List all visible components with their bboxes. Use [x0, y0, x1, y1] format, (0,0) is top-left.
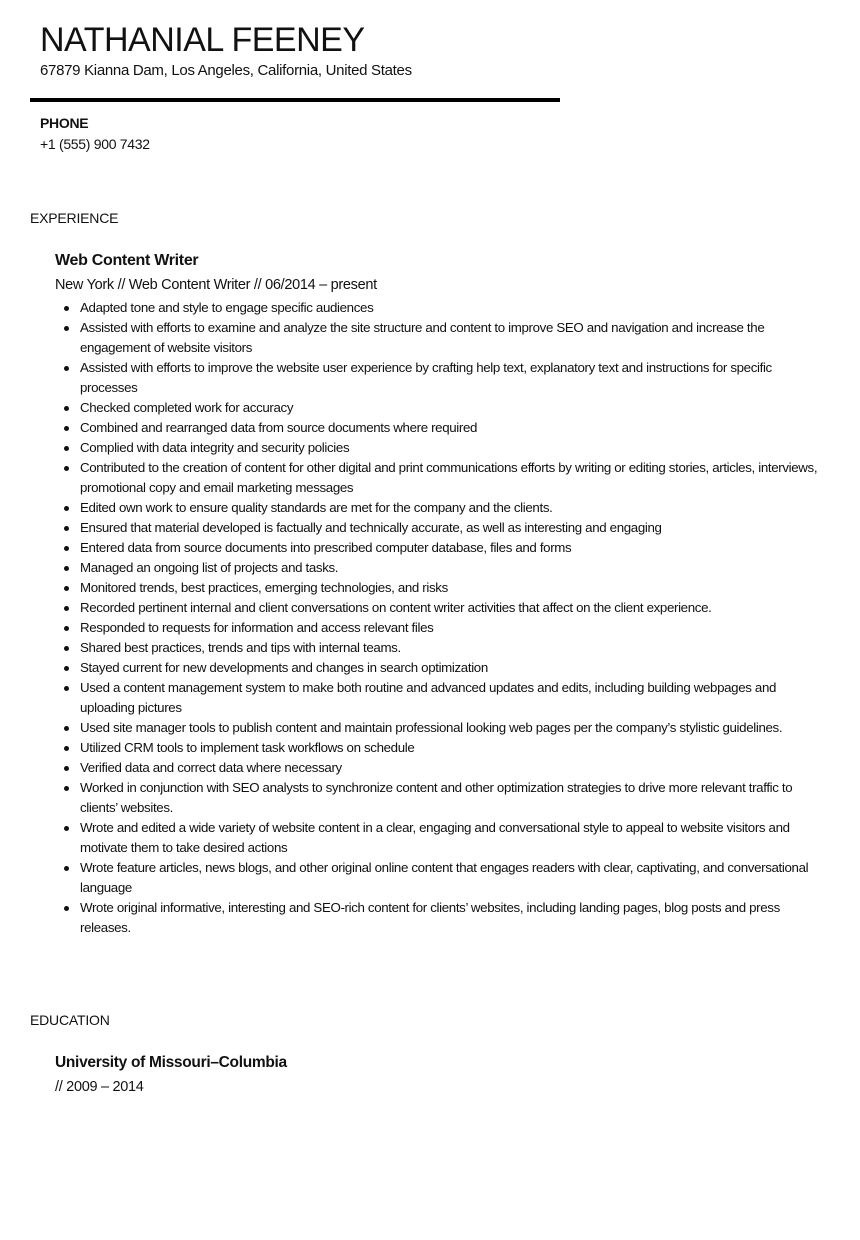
experience-bullet: Wrote feature articles, news blogs, and other original online content that engages readers with clear, captivating, and conversational language — [80, 858, 825, 898]
header-divider — [30, 98, 560, 102]
job-title: Web Content Writer — [55, 252, 199, 269]
experience-bullet: Edited own work to ensure quality standards are met for the company and the clients. — [80, 498, 825, 518]
experience-bullet: Wrote original informative, interesting and SEO-rich content for clients’ websites, including landing pages, blog posts and press releases. — [80, 898, 825, 938]
experience-bullet: Checked completed work for accuracy — [80, 398, 825, 418]
school-name: University of Missouri–Columbia — [55, 1054, 287, 1071]
experience-bullet: Contributed to the creation of content for other digital and print communications efforts by writing or editing stories, articles, interviews, promotional copy and email marketing messages — [80, 458, 825, 498]
experience-bullet: Verified data and correct data where necessary — [80, 758, 825, 778]
experience-bullet: Ensured that material developed is factually and technically accurate, as well as interesting and engaging — [80, 518, 825, 538]
phone-value: +1 (555) 900 7432 — [40, 136, 150, 152]
experience-bullet: Used site manager tools to publish content and maintain professional looking web pages per the company’s stylistic guidelines. — [80, 718, 825, 738]
experience-bullet: Managed an ongoing list of projects and tasks. — [80, 558, 825, 578]
experience-bullet: Monitored trends, best practices, emerging technologies, and risks — [80, 578, 825, 598]
experience-bullet: Adapted tone and style to engage specific audiences — [80, 298, 825, 318]
experience-bullet: Worked in conjunction with SEO analysts to synchronize content and other optimization strategies to drive more relevant traffic to clients’ websites. — [80, 778, 825, 818]
experience-bullet: Assisted with efforts to examine and analyze the site structure and content to improve SEO and navigation and increase the engagement of website visitors — [80, 318, 825, 358]
experience-bullet: Stayed current for new developments and changes in search optimization — [80, 658, 825, 678]
job-subtitle: New York // Web Content Writer // 06/2014 – present — [55, 277, 377, 293]
experience-heading: EXPERIENCE — [30, 210, 119, 226]
experience-bullet: Utilized CRM tools to implement task workflows on schedule — [80, 738, 825, 758]
experience-bullet: Entered data from source documents into prescribed computer database, files and forms — [80, 538, 825, 558]
experience-bullet: Assisted with efforts to improve the website user experience by crafting help text, explanatory text and instructions for specific processes — [80, 358, 825, 398]
education-heading: EDUCATION — [30, 1012, 110, 1028]
candidate-name: NATHANIAL FEENEY — [40, 21, 365, 59]
experience-bullet: Complied with data integrity and security policies — [80, 438, 825, 458]
experience-bullet: Combined and rearranged data from source documents where required — [80, 418, 825, 438]
experience-bullet: Used a content management system to make both routine and advanced updates and edits, including building webpages and uploading pictures — [80, 678, 825, 718]
phone-label: PHONE — [40, 115, 89, 131]
experience-bullet: Shared best practices, trends and tips with internal teams. — [80, 638, 825, 658]
experience-bullet-list — [80, 298, 825, 938]
candidate-address: 67879 Kianna Dam, Los Angeles, California, United States — [40, 62, 412, 79]
experience-bullet: Responded to requests for information and access relevant files — [80, 618, 825, 638]
experience-bullet: Recorded pertinent internal and client conversations on content writer activities that affect on the client experience. — [80, 598, 825, 618]
experience-bullet: Wrote and edited a wide variety of website content in a clear, engaging and conversational style to appeal to website visitors and motivate them to take desired actions — [80, 818, 825, 858]
education-dates: // 2009 – 2014 — [55, 1079, 144, 1095]
